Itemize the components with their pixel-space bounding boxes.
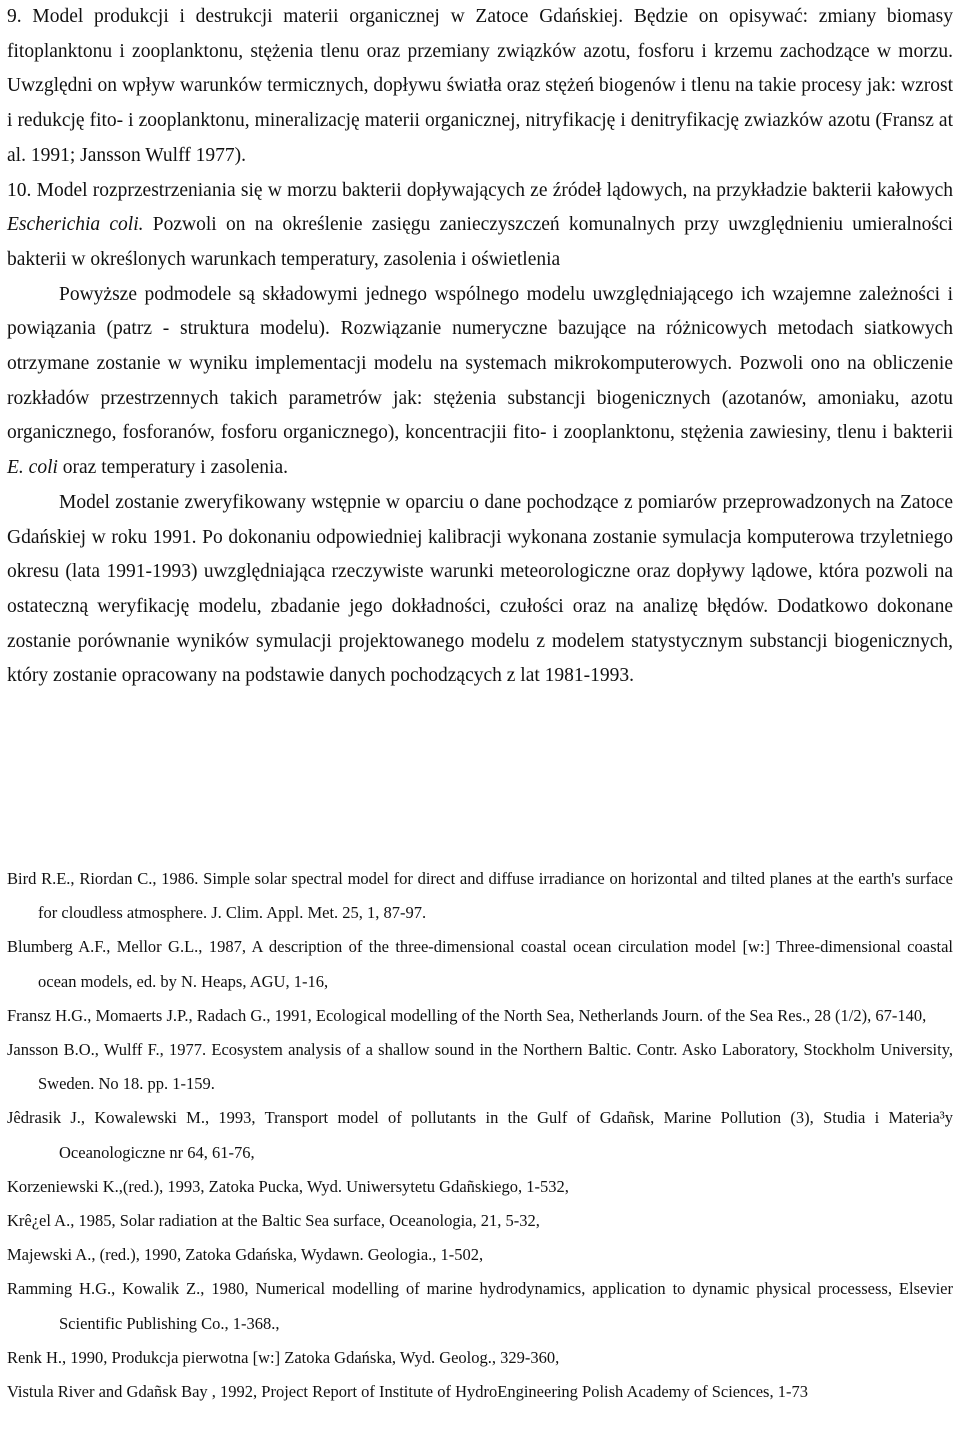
paragraph-text: Model zostanie zweryfikowany wstępnie w oparciu o dane pochodzące z pomiarów przeprowadzonych na Zatoce Gdańskiej w roku 1991. Po dokonaniu odpowiedniej kalibracji wykonana zostanie symulacja komputerowa trzyletniego okresu (lata 1991-1993) uwzględniająca rzeczywiste warunki meteorologiczne oraz dopływy lądowe, która pozwoli na ostateczną weryfikację modelu, zbadanie jego dokładności, czułości oraz na analizę błędów. Dodatkowo dokonane zostanie porównanie wyników symulacji projektowanego modelu z modelem statystycznym substancji biogenicznych, który zostanie opracowany na podstawie danych pochodzących z lat 1981-1993. [7, 491, 953, 687]
reference-item: Jêdrasik J., Kowalewski M., 1993, Transport model of pollutants in the Gulf of Gdañsk, Marine Pollution (3), Studia i Materia³y Oceanologiczne nr 64, 61-76, [7, 1108, 953, 1162]
reference-item: Krê¿el A., 1985, Solar radiation at the Baltic Sea surface, Oceanologia, 21, 5-32, [7, 1211, 540, 1231]
paragraph-verification [7, 486, 953, 694]
paragraph-submodels [7, 278, 953, 486]
reference-item: Ramming H.G., Kowalik Z., 1980, Numerical modelling of marine hydrodynamics, application to dynamic physical processess, Elsevier Scientific Publishing Co., 1-368., [7, 1279, 953, 1333]
item-text: Model rozprzestrzeniania się w morzu bakterii dopływających ze źródeł lądowych, na przykładzie bakterii kałowych [36, 179, 953, 201]
item-number: 10. [7, 179, 32, 201]
reference-item: Vistula River and Gdañsk Bay , 1992, Project Report of Institute of HydroEngineering Polish Academy of Sciences, 1-73 [7, 1382, 808, 1402]
reference-item: Korzeniewski K.,(red.), 1993, Zatoka Pucka, Wyd. Uniwersytetu Gdañskiego, 1-532, [7, 1176, 569, 1196]
body-text [7, 0, 953, 694]
item-text-continued: Pozwoli on na określenie zasięgu zanieczyszczeń komunalnych przy uwzględnieniu umieralności bakterii w określonych warunkach temperatury, zasolenia i oświetlenia [7, 214, 953, 270]
item-text: Model produkcji i destrukcji materii organicznej w Zatoce Gdańskiej. Będzie on opisywać: zmiany biomasy fitoplanktonu i zooplanktonu, stężenia tlenu oraz przemiany związków azotu, fosforu i krzemu zachodzące w morzu. Uwzględni on wpływ warunków termicznych, dopływu światła oraz stężeń biogenów i tlenu na takie procesy jak: wzrost i redukcję fito- i zooplanktonu, mineralizację materii organicznej, nitryfikację i denitryfikację zwiazków azotu (Fransz at al. 1991; Jansson Wulff 1977). [7, 6, 954, 166]
reference-item: Fransz H.G., Momaerts J.P., Radach G., 1991, Ecological modelling of the North Sea, Netherlands Journ. of the Sea Res., 28 (1/2), 67-140, [7, 1005, 927, 1025]
species-name: E. coli [7, 457, 58, 479]
references-list [7, 862, 953, 1409]
reference-item: Majewski A., (red.), 1990, Zatoka Gdańska, Wydawn. Geologia., 1-502, [7, 1245, 484, 1265]
paragraph-text-continued: oraz temperatury i zasolenia. [57, 457, 289, 479]
reference-item: Renk H., 1990, Produkcja pierwotna [w:] Zatoka Gdańska, Wyd. Geolog., 329-360, [7, 1347, 560, 1367]
reference-item: Bird R.E., Riordan C., 1986. Simple solar spectral model for direct and diffuse irradiance on horizontal and tilted planes at the earth's surface for cloudless atmosphere. J. Clim. Appl. Met. 25, 1, 87-97. [7, 869, 953, 923]
item-number: 9. [7, 6, 22, 27]
list-item-9 [7, 0, 953, 174]
reference-item: Jansson B.O., Wulff F., 1977. Ecosystem analysis of a shallow sound in the Northern Baltic. Contr. Asko Laboratory, Stockholm University, Sweden. No 18. pp. 1-159. [7, 1040, 953, 1094]
paragraph-text: Powyższe podmodele są składowymi jednego wspólnego modelu uwzględniającego ich wzajemne zależności i powiązania (patrz - struktura modelu). Rozwiązanie numeryczne bazujące na różnicowych metodach siatkowych otrzymane zostanie w wyniku implementacji modelu na systemach mikrokomputerowych. Pozwoli ono na obliczenie rozkładów przestrzennych takich parametrów jak: stężenia substancji biogenicznych (azotanów, amoniaku, azotu organicznego, fosforanów, fosforu organicznego), koncentracjii fito- i zooplanktonu, stężenia zawiesiny, tlenu i bakterii [7, 283, 953, 444]
species-name: Escherichia coli. [7, 214, 144, 236]
reference-item: Blumberg A.F., Mellor G.L., 1987, A description of the three-dimensional coastal ocean circulation model [w:] Three-dimensional coastal ocean models, ed. by N. Heaps, AGU, 1-16, [7, 937, 953, 991]
list-item-10 [7, 174, 953, 278]
